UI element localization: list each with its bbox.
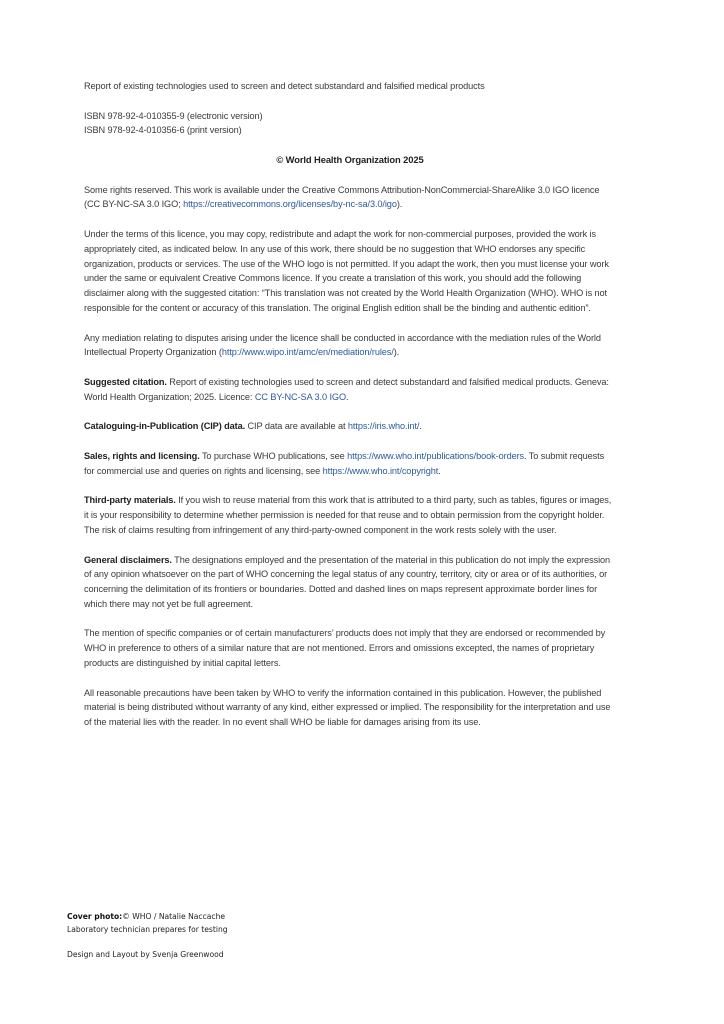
cip-paragraph	[84, 419, 616, 434]
third-party-text: If you wish to reuse material from this work that is attributed to a third party, such as tables, figures or images, it is your responsibility to determine whether permission is needed for that reuse and to obtain permission from the copyright holder. The risk of claims resulting from infringement of any third-party-owned component in the work rests solely with the user.	[84, 495, 612, 535]
copyright-page-body	[84, 79, 616, 745]
book-orders-link[interactable]: https://www.who.int/publications/book-orders	[347, 450, 525, 461]
general-disclaimers-text: The designations employed and the presentation of the material in this publication do not imply the expression of any opinion whatsoever on the part of WHO concerning the legal status of any country, territory, city or area or of its authorities, or concerning the delimitation of its frontiers or boundaries. Dotted and dashed lines on maps represent approximate border lines for which there may not yet be full agreement.	[84, 554, 611, 609]
wipo-mediation-link[interactable]: http://www.wipo.int/amc/en/mediation/rules/	[221, 347, 394, 358]
mediation-after: ).	[393, 347, 400, 358]
general-disclaimers-heading: General disclaimers.	[84, 554, 172, 565]
third-party-paragraph	[84, 493, 616, 537]
iris-link[interactable]: https://iris.who.int/	[347, 421, 420, 432]
cover-photo-caption: Laboratory technician prepares for testing	[67, 924, 228, 934]
sales-text: To purchase WHO publications, see	[199, 450, 348, 461]
mediation-paragraph	[84, 331, 616, 361]
precautions-paragraph: All reasonable precautions have been taken by WHO to verify the information contained in this publication. However, the published material is being distributed without warranty of any kind, either expressed or implied. The responsibility for the interpretation and use of the material lies with the reader. In no event shall WHO be liable for damages arising from its use.	[84, 687, 611, 728]
page-footer	[67, 911, 367, 961]
cip-after: .	[419, 421, 422, 432]
rights-paragraph	[84, 183, 616, 213]
companies-paragraph: The mention of specific companies or of certain manufacturers’ products does not imply that they are endorsed or recommended by WHO in preference to others of a similar nature that are not mentioned. Errors and omissions excepted, the names of proprietary products are distinguished by initial capital letters.	[84, 628, 606, 669]
citation-after: .	[346, 391, 349, 402]
rights-after: ).	[396, 199, 403, 210]
isbn-print: ISBN 978-92-4-010356-6 (print version)	[84, 125, 242, 136]
isbn-electronic: ISBN 978-92-4-010355-9 (electronic version)	[84, 110, 263, 121]
citation-licence-link[interactable]: CC BY-NC-SA 3.0 IGO	[254, 391, 347, 402]
suggested-citation-text: Report of existing technologies used to screen and detect substandard and falsified medical products. Geneva: World Health Organization; 2025. Licence:	[84, 376, 609, 402]
report-title: Report of existing technologies used to screen and detect substandard and falsified medical products	[84, 81, 485, 91]
cip-heading: Cataloguing-in-Publication (CIP) data.	[84, 421, 246, 432]
suggested-citation-heading: Suggested citation.	[84, 376, 167, 387]
suggested-citation-paragraph	[84, 375, 616, 405]
cover-photo-label: Cover photo:	[67, 912, 123, 921]
mediation-text: Any mediation relating to disputes arising under the licence shall be conducted in accordance with the mediation rules of the World Intellectual Property Organization (	[84, 332, 601, 358]
rights-text: Some rights reserved. This work is available under the Creative Commons Attribution-NonCommercial-ShareAlike 3.0 IGO licence (CC BY-NC-SA 3.0 IGO;	[84, 184, 600, 210]
licence-terms-paragraph: Under the terms of this licence, you may copy, redistribute and adapt the work for non-commercial purposes, provided the work is appropriately cited, as indicated below. In any use of this work, there should be no suggestion that WHO endorses any specific organization, products or services. The use of the WHO logo is not permitted. If you adapt the work, then you must license your work under the same or equivalent Creative Commons licence. If you create a translation of this work, you should add the following disclaimer along with the suggested citation: “This translation was not created by the World Health Organization (WHO). WHO is not responsible for the content or accuracy of this translation. The original English edition shall be the binding and authentic edition”.	[84, 228, 609, 313]
sales-heading: Sales, rights and licensing.	[84, 450, 200, 461]
copyright-notice: © World Health Organization 2025	[276, 153, 424, 165]
cc-licence-link[interactable]: https://creativecommons.org/licenses/by-nc-sa/3.0/igo	[183, 199, 397, 210]
design-credit: Design and Layout by Svenja Greenwood	[67, 949, 224, 959]
general-disclaimers-paragraph	[84, 553, 616, 612]
sales-paragraph	[84, 449, 616, 479]
copyright-link[interactable]: https://www.who.int/copyright	[322, 465, 439, 476]
cover-photo-credit	[67, 911, 367, 924]
cover-photo-credit-text: © WHO / Natalie Naccache	[122, 912, 226, 921]
sales-mid: . To submit requests for commercial use and queries on rights and licensing, see	[84, 450, 605, 476]
sales-after: .	[438, 465, 441, 476]
cip-text: CIP data are available at	[245, 421, 348, 432]
third-party-heading: Third-party materials.	[84, 495, 176, 506]
